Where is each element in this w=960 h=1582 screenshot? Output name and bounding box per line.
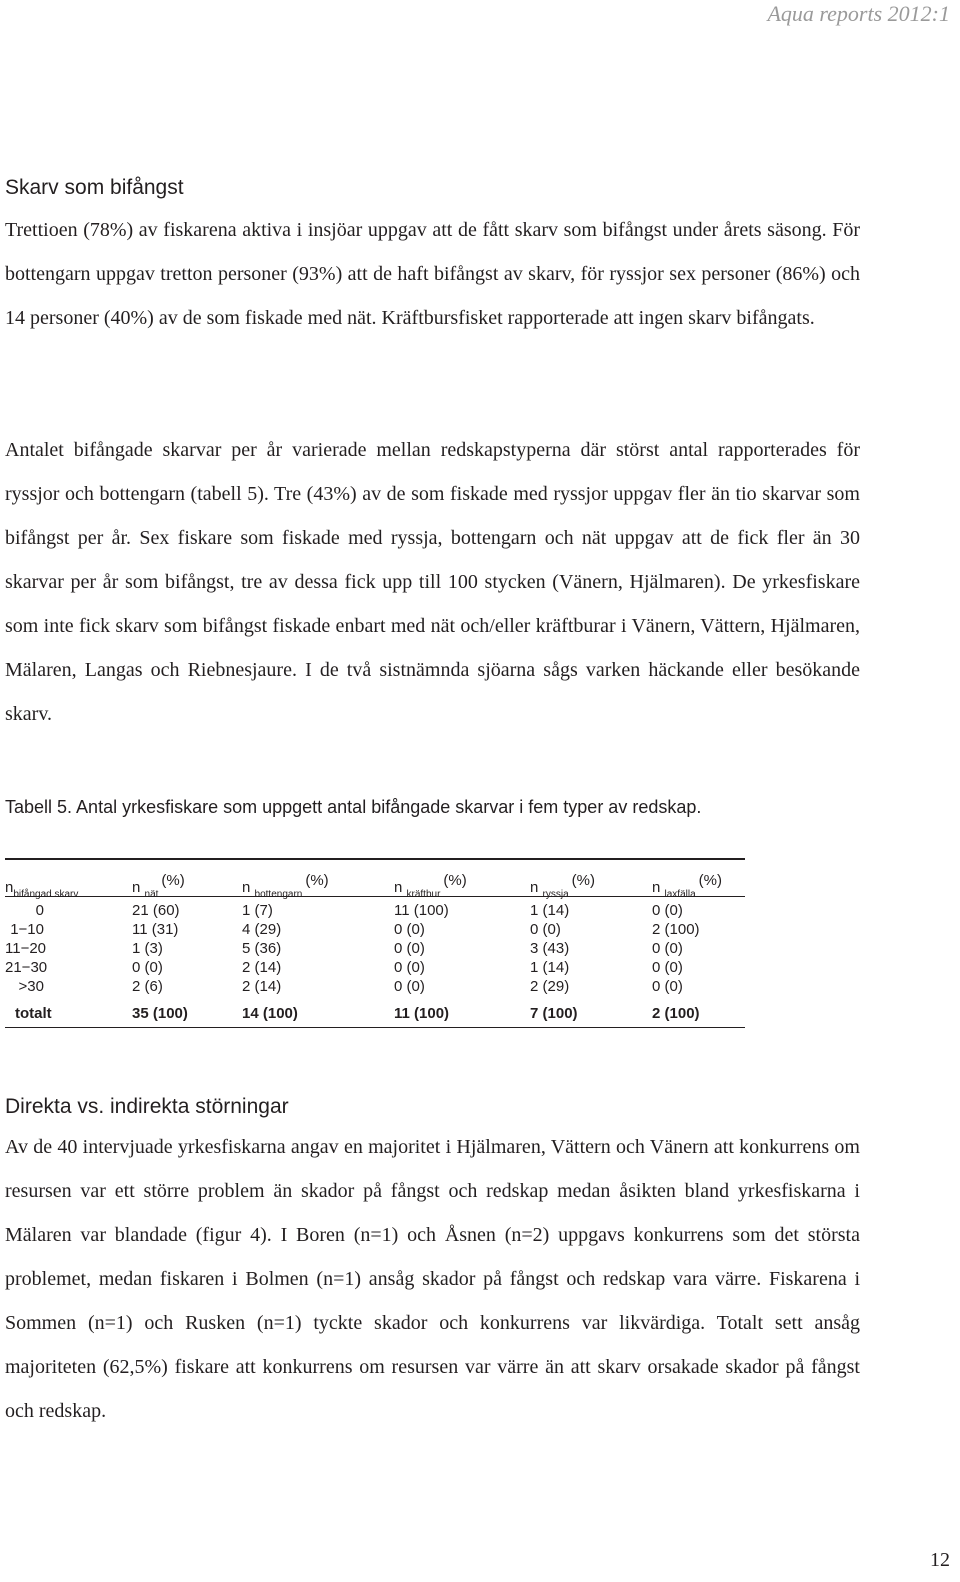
column-header: n $_{kräftbur}$(%) [394,866,530,897]
table-cell: 0 (0) [132,959,163,976]
table-header-row [5,866,745,897]
column-header: n $_{nät}$(%) [132,866,242,897]
running-title: Aqua reports 2012:1 [767,1,950,26]
paragraph-disturbances: Av de 40 intervjuade yrkesfiskarna angav en majoritet i Hjälmaren, Vättern och Vänern att konkurrens om resursen var ett större problem än skador på fångst och redskap medan åsikten bland yrkesfiskarna i Mälaren var blandade (figur 4). I Boren (n=1) och Åsnen (n=2) uppgavs konkurrens som det största problemet, medan fiskaren i Bolmen (n=1) ansåg skador på fångst och redskap vara värre. Fiskarena i Sommen (n=1) och Rusken (n=1) tyckte skador och konkurrens var likvärdiga. Totalt sett ansåg majoriteten (62,5%) fiskare att konkurrens om resursen var värre än att skarv orsakade skador på fångst och redskap. [5,1136,860,1422]
table-cell: 0 [35,902,44,919]
paragraph-bycatch-intro: Trettioen (78%) av fiskarena aktiva i insjöar uppgav att de fått skarv som bifångst under årets säsong. För bottengarn uppgav tretton personer (93%) att de haft bifångst av skarv, för ryssjor sex personer (86%) och 14 personer (40%) av de som fiskade med nät. Kräftbursfisket rapporterade att ingen skarv bifångats. [5,219,860,329]
table-cell: 11 (100) [394,902,449,919]
table-cell: 2 (100) [652,921,700,938]
table-cell: 2 (100) [652,996,745,1028]
table-cell: 3 (43) [530,940,570,957]
table-cell: 0 (0) [530,921,561,938]
table-cell: 2 (14) [242,959,282,976]
table-cell: 1 (7) [242,902,273,919]
table-row [5,958,745,977]
table-cell: 7 (100) [530,996,652,1028]
table-cell: 2 (6) [132,978,163,995]
table-cell: 2 (14) [242,978,282,995]
table-cell: 0 (0) [394,959,425,976]
table-cell: 0 (0) [652,978,683,995]
table-cell: 0 (0) [394,940,425,957]
table-cell: 21−30 [5,959,48,976]
column-header: n $_{bottengarn}$(%) [242,866,394,897]
table-cell: 21 (60) [132,902,180,919]
table-cell: 0 (0) [394,921,425,938]
section-heading-disturbances: Direkta vs. indirekta störningar [5,1095,289,1118]
table-cell: 1 (3) [132,940,163,957]
table-total-row [5,996,745,1028]
table-cell: 11 (100) [394,996,530,1028]
table-cell: 14 (100) [242,996,394,1028]
column-header: n $_{ryssja}$(%) [530,866,652,897]
column-header: n $_{laxfälla}$(%) [652,866,745,897]
table-cell: 1 (14) [530,902,570,919]
table-cell: 35 (100) [132,996,242,1028]
table-row [5,920,745,939]
table-cell: 0 (0) [652,902,683,919]
table-cell: 2 (29) [530,978,570,995]
table-cell: 0 (0) [652,940,683,957]
table-cell: 0 (0) [394,978,425,995]
table-row [5,977,745,996]
paragraph-bycatch-detail: Antalet bifångade skarvar per år varierade mellan redskapstyperna där störst antal rapporterades för ryssjor och bottengarn (tabell 5). Tre (43%) av de som fiskade med ryssjor uppgav fler än tio skarvar som bifångst per år. Sex fiskare som fiskade med ryssja, bottengarn och nät uppgav att de fick fler än 30 skarvar per år som bifångst, tre av dessa fick upp till 100 stycken (Vänern, Hjälmaren). De yrkesfiskare som inte fick skarv som bifångst fiskade enbart med nät och/eller kräftburar i Vänern, Vättern, Hjälmaren, Mälaren, Langas och Riebnesjaure. I de två sistnämnda sjöarna sågs varken häckande eller besökande skarv. [5,439,860,725]
table-cell: 1 (14) [530,959,570,976]
page-number: 12 [930,1549,950,1571]
table-cell: 1−10 [10,921,44,938]
table-cell: 4 (29) [242,921,282,938]
table-cell: 11−20 [5,940,47,957]
bycatch-table [5,866,745,1028]
table-row [5,897,745,921]
table-caption: Tabell 5. Antal yrkesfiskare som uppgett antal bifångade skarvar i fem typer av redskap. [5,797,702,817]
table-row [5,939,745,958]
table-cell: totalt [5,996,132,1028]
table-cell: >30 [18,978,44,995]
table-cell: 5 (36) [242,940,282,957]
table-cell: 0 (0) [652,959,683,976]
column-header: $n_{bifångad skarv}$ [5,866,132,897]
section-heading-bycatch: Skarv som bifångst [5,176,184,199]
table-cell: 11 (31) [132,921,179,938]
table-top-rule [5,858,745,860]
